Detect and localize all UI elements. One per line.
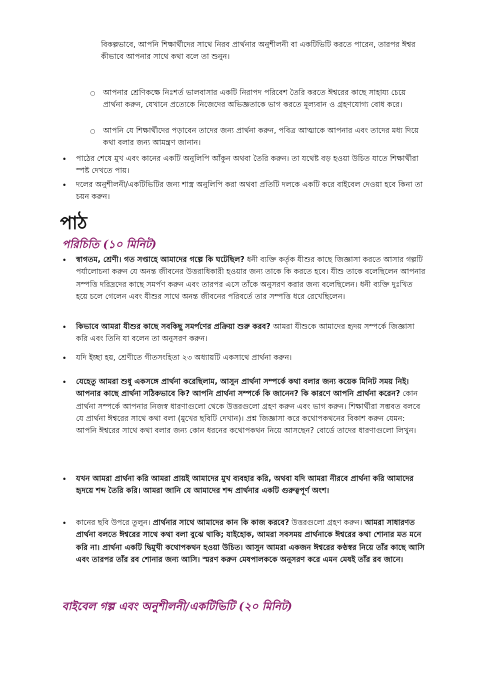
sub-bullet-marker: ○ <box>90 128 96 135</box>
prep-bullet-item <box>76 153 426 178</box>
bullet-marker: • <box>62 323 67 332</box>
sub-bullet-text: আপনি যে শিক্ষার্থীদের পড়াবেন তাদের জন্য প্রার্থনা করুন, পবিত্র আত্মাকে আপনার এবং তাদের মধ্য দিয়ে কথা বলার জন্য আমন্ত্রণ জানান। <box>103 126 419 148</box>
lesson-bullet-text: ধনী ব্যক্তি কর্তৃক যীশুর কাছে জিজ্ঞাসা করতে আসার গল্পটি পর্যালোচনা করুন যে অনন্ত জীবনের উত্তরাধিকারী হওয়ার জন্য তাকে কি করতে হবে। যীশু তাকে বলেছিলেন আপনার সম্পত্তি দরিদ্রদের কাছে সমর্পণ করুন এবং তারপর এসে তাঁকে অনুসরণ করার জন্য বলেছিলেন। ধনী ব্যক্তি দুঃখিত হয়ে চলে গেলেন এবং যীশুর সাথে অনন্ত জীবনের পরিবর্তে তার সম্পত্তি ধরে রেখেছিলেন। <box>76 255 426 301</box>
sub-bullet-marker: ○ <box>90 90 96 97</box>
lesson-bullet-question: প্রার্থনার সাথে আমাদের কান কি কাজ করবে? <box>152 518 290 527</box>
bullet-marker: • <box>62 519 67 528</box>
sub-bullet-item <box>103 125 425 150</box>
lesson-bullet-emphasis: আমরা সাধারণত প্রার্থনা বলতে ঈশ্বরের সাথে কথা বলা বুঝে থাকি; যাইহোক, আমরা সবসময় প্রার্থনাকে ঈশ্বরের কথা শোনার মত মনে করি না। প্রার্থনা একটি দ্বিমুখী কথোপকথন হওয়া উচিত। আসুন আমরা একজন ঈশ্বরের কণ্ঠস্বর নিয়ে তাঁর কাছে আসি এবং তারপর তাঁর রব শোনার জন্য আসি। স্মরণ করুন মেষপালককে অনুসরণ করে এমন মেষই তাঁর রব জানে। <box>76 518 425 564</box>
section-title: পাঠ <box>60 213 88 234</box>
lesson-bullet-question: কিভাবে আমরা যীশুর কাছে সবকিছু সমর্পণের প্রক্রিয়া শুরু করব? <box>76 322 271 331</box>
lesson-bullet-item <box>76 254 426 303</box>
lesson-bullet-question: যখন আমরা প্রার্থনা করি আমরা প্রায়ই আমাদের মুখ ব্যবহার করি, অথবা যদি আমরা নীরবে প্রার্থনা করি আমাদের হৃদয়ে শব্দ তৈরি করি। আমরা জানি যে আমাদের শব্দ প্রার্থনার একটি গুরুত্বপূর্ণ অংশ। <box>76 474 414 496</box>
bullet-marker: • <box>62 354 67 363</box>
lesson-bullet-item <box>76 517 426 566</box>
lesson-bullet-text: যদি ইচ্ছা হয়, শ্রেণীতে গীতসংহিতা ২৩ অধ্যায়টি একসাথে প্রার্থনা করুন। <box>76 353 292 362</box>
prep-bullet-item <box>76 179 426 204</box>
bullet-marker: • <box>62 378 67 387</box>
bullet-marker: • <box>62 475 67 484</box>
sub-bullet-text: আপনার শ্রেণিকক্ষে নিঃশর্ত ভালবাসার একটি নিরাপদ পরিবেশ তৈরি করতে ঈশ্বরের কাছে সাহায্য চেয়ে প্রার্থনা করুন, যেখানে প্রত্যেকে নিজেদের অভিজ্ঞতাকে ভাগ করতে মূল্যবান ও গ্রহণযোগ্য বোধ করে। <box>103 88 406 110</box>
bullet-marker: • <box>62 181 67 190</box>
lesson-bullet-item <box>76 321 426 346</box>
bullet-marker: • <box>62 256 67 265</box>
prep-bullet-text: দলের অনুশীলনী/একটিভিটির জন্য শাস্ত্র অনুলিপি করা অথবা প্রতিটি দলকে একটি করে বাইবেল দেওয়া হবে কিনা তা চয়ন করুন। <box>76 180 423 202</box>
lesson-bullet-text: কোন প্রার্থনা সম্পর্কে আপনার নিজস্ব ধারণাগুলো থেকে উত্তরগুলো গ্রহণ করুন এবং ভাগ করুন। শিক্ষার্থীরা সম্ভবত বলবে যে প্রার্থনা ঈশ্বরের সাথে কথা বলা (মুখের ছবিটি দেখান)। প্রশ্ন জিজ্ঞাসা করে কথোপকথনের বিকাশ করুন যেমন: আপনি ঈশ্বরের সাথে কথা বলার জন্য কোন ধরনের কথোপকথন নিয়ে আসছেন? বোর্ডে তাদের ধারণাগুলো লিখুন। <box>76 389 421 436</box>
lesson-bullet-text: আমরা যীশুকে আমাদের হৃদয় সম্পর্কে জিজ্ঞাসা করি এবং তিনি যা বলেন তা অনুসরণ করুন। <box>76 322 415 344</box>
bullet-marker: • <box>62 155 67 164</box>
sub-bullet-item <box>103 87 425 112</box>
lesson-bullet-item <box>76 352 426 364</box>
lesson-bullet-question: স্বাগতম, শ্রেণী। গত সপ্তাহে আমাদের গল্পে কি ঘটেছিল? <box>76 255 245 264</box>
lesson-bullet-text: কানের ছবি উপরে তুলুন। <box>76 518 153 527</box>
lesson-bullet-item <box>76 376 426 437</box>
lesson-bullet-text: উত্তরগুলো গ্রহণ করুন। <box>289 518 365 527</box>
intro-heading: পরিচিতি (১০ মিনিট) <box>62 238 157 251</box>
lesson-bullet-item <box>76 473 426 498</box>
intro-paragraph <box>101 39 423 64</box>
intro-paragraph-text: বিকল্পভাবে, আপনি শিক্ষার্থীদের সাথে নিরব প্রার্থনার অনুশীলনী বা একটিভিটি করতে পারেন, তারপর ঈশ্বর কীভাবে আপনার সাথে কথা বলে তা শুনুন। <box>101 40 416 62</box>
lesson-bullet-question: যেহেতু আমরা শুধু একসঙ্গে প্রার্থনা করেছিলাম, আসুন প্রার্থনা সম্পর্কে কথা বলার জন্য কয়েক মিনিট সময় নিই। আপনার কাছে প্রার্থনা সঠিকভাবে কি? আপনি প্রার্থনা সম্পর্কে কি জানেন? কি কারণে আপনি প্রার্থনা করেন? <box>76 377 409 399</box>
prep-bullet-text: পাঠের শেষে মুখ এবং কানের একটি অনুলিপি আঁকুন অথবা তৈরি করুন। তা যথেষ্ট বড় হওয়া উচিত যাতে শিক্ষার্থীরা স্পষ্ট দেখতে পায়। <box>76 154 419 176</box>
activity-heading: বাইবেল গল্প এবং অনুশীলনী/একটিভিটি (২০ মিনিট) <box>62 600 293 613</box>
